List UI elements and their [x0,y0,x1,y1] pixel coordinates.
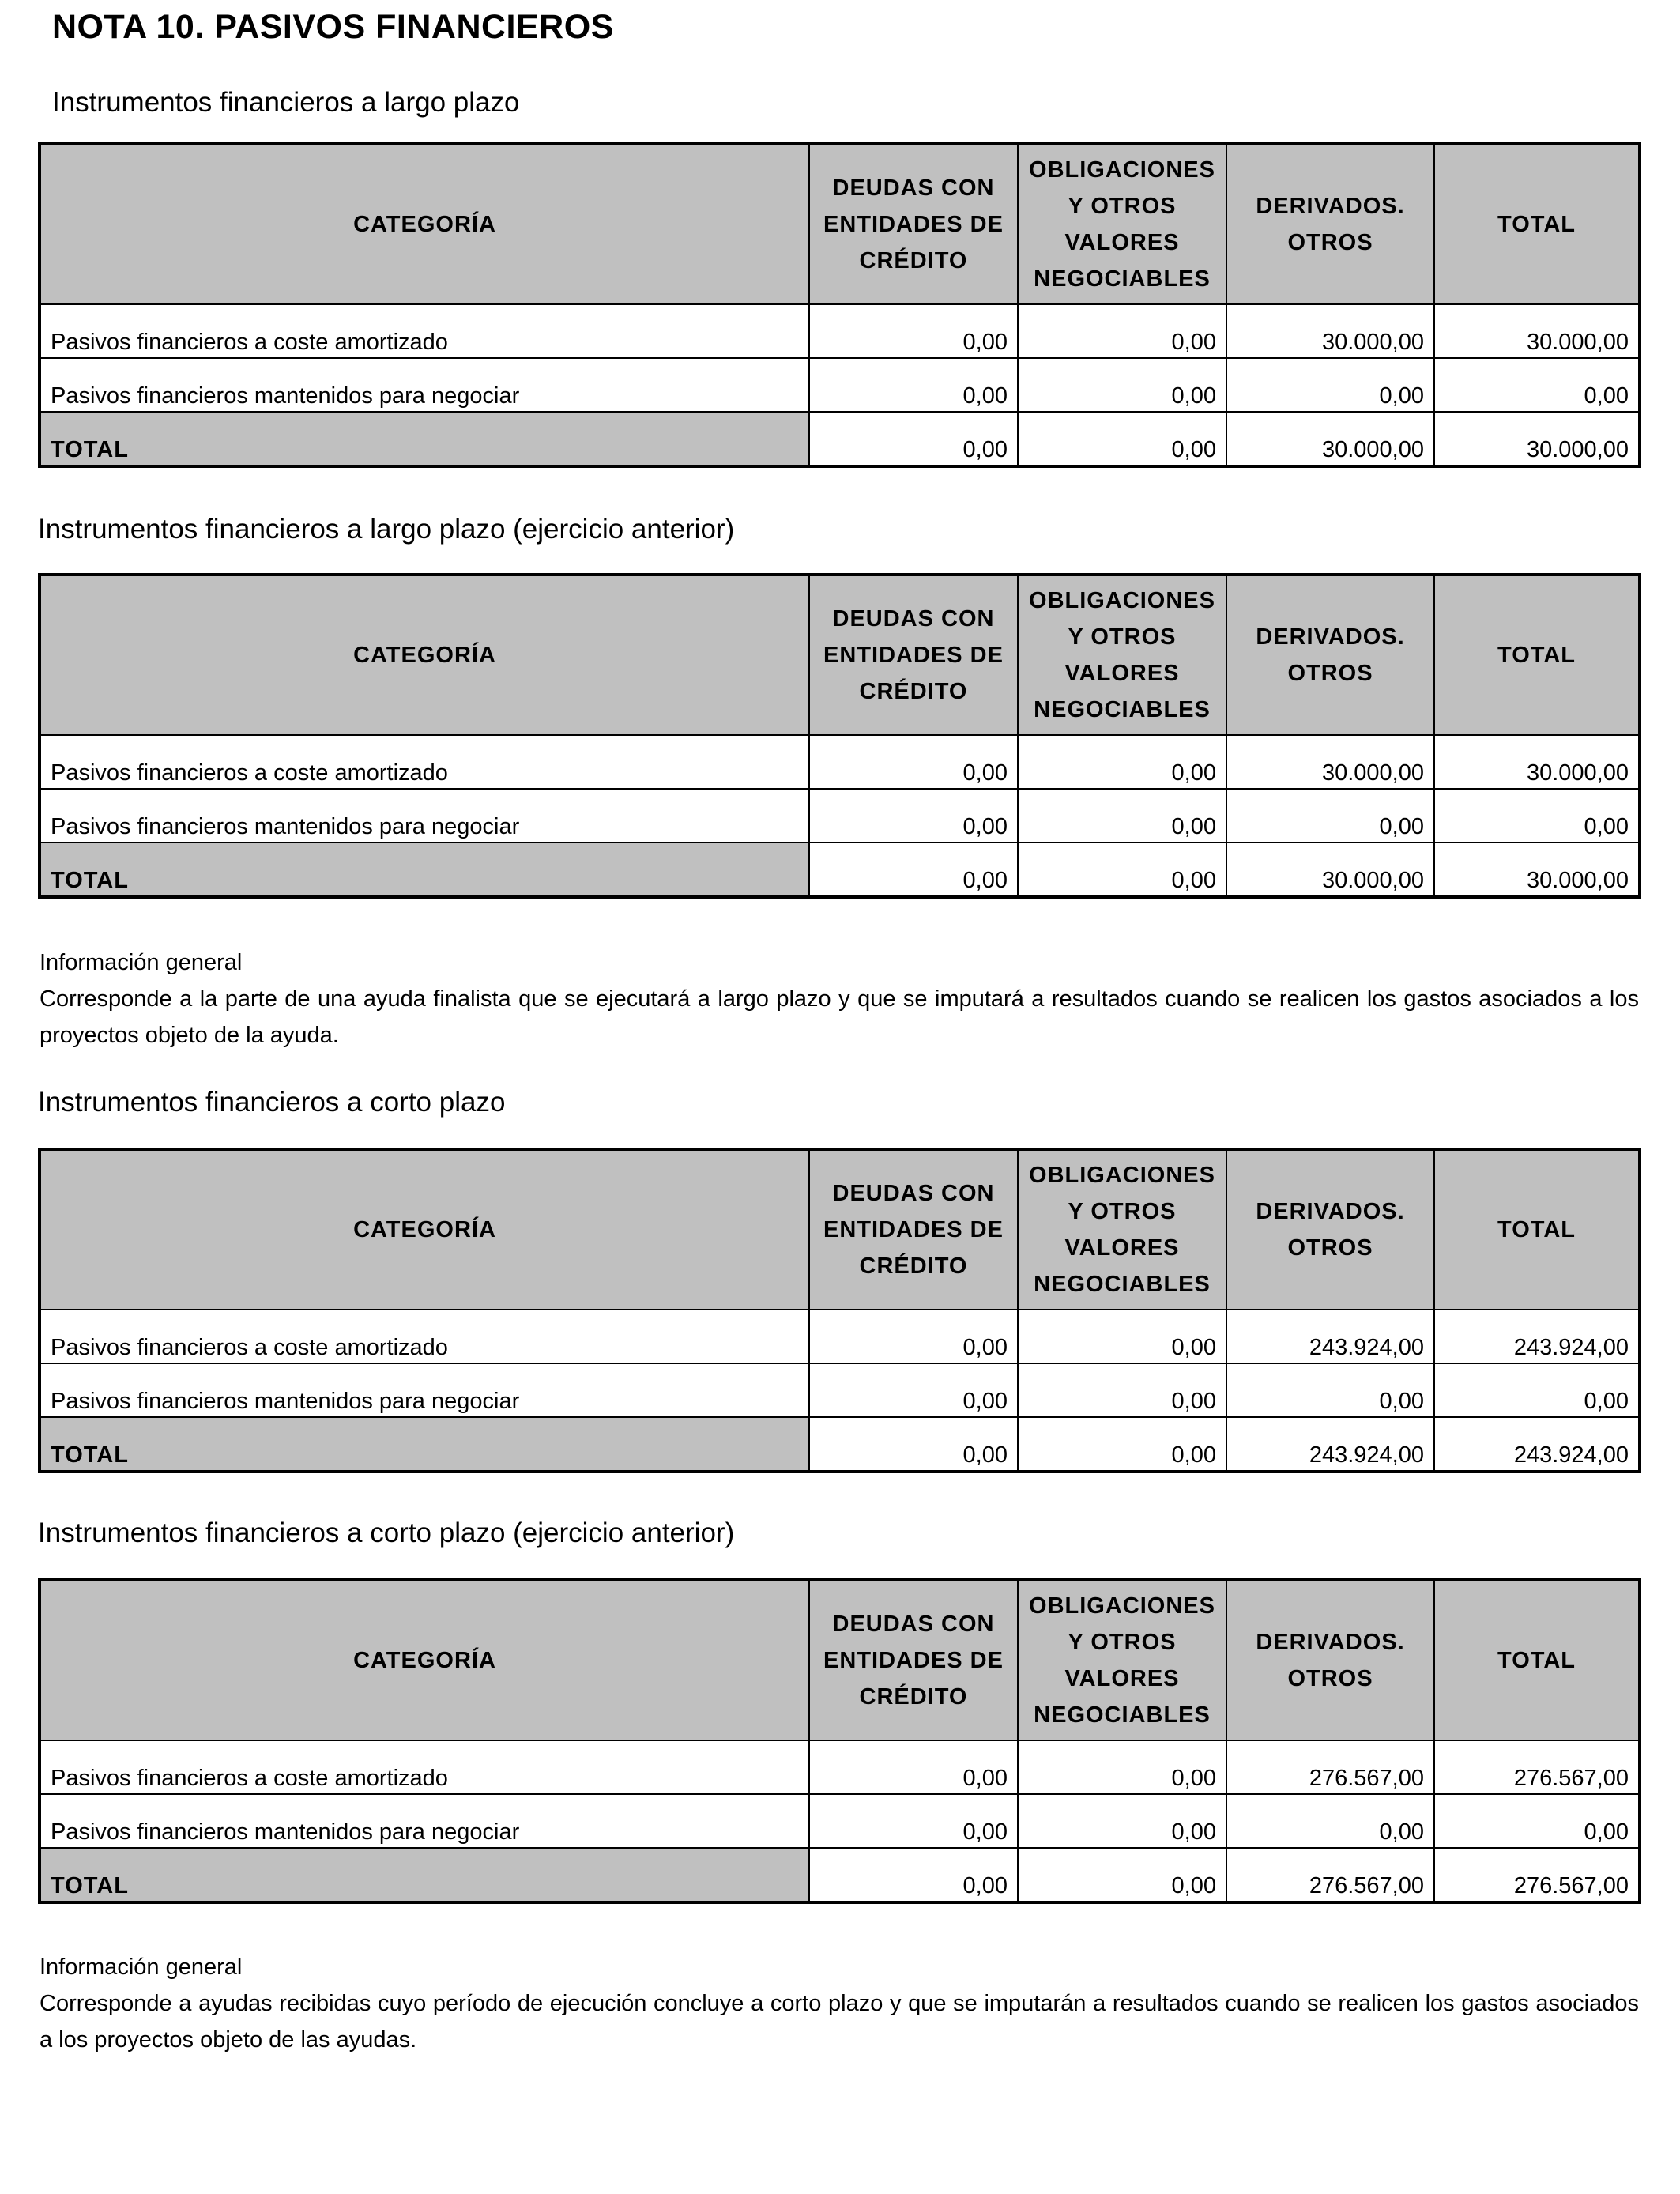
row-label: TOTAL [40,1417,809,1472]
cell-obligaciones: 0,00 [1018,358,1226,412]
cell-deudas: 0,00 [809,1310,1018,1363]
row-label: TOTAL [40,843,809,897]
cell-total: 243.924,00 [1434,1417,1640,1472]
header-obligaciones: OBLIGACIONES Y OTROS VALORES NEGOCIABLES [1018,1580,1226,1740]
table-row [40,358,1640,412]
section-heading: Instrumentos financieros a largo plazo (ejercicio anterior) [38,514,735,545]
section-heading: Instrumentos financieros a corto plazo (ejercicio anterior) [38,1517,735,1548]
total-row [40,843,1640,897]
cell-obligaciones: 0,00 [1018,735,1226,789]
cell-obligaciones: 0,00 [1018,1740,1226,1794]
cell-obligaciones: 0,00 [1018,1417,1226,1472]
cell-derivados: 30.000,00 [1226,735,1434,789]
cell-total: 0,00 [1434,789,1640,843]
header-categoria: CATEGORÍA [40,575,809,735]
row-label: Pasivos financieros mantenidos para negociar [40,789,809,843]
cell-derivados: 276.567,00 [1226,1848,1434,1902]
financial-table [38,142,1641,468]
header-total: TOTAL [1434,144,1640,304]
cell-deudas: 0,00 [809,1848,1018,1902]
row-label: Pasivos financieros mantenidos para negociar [40,1794,809,1848]
cell-total: 0,00 [1434,1363,1640,1417]
cell-obligaciones: 0,00 [1018,843,1226,897]
row-label: Pasivos financieros mantenidos para negociar [40,358,809,412]
info-block [40,944,1639,1054]
cell-obligaciones: 0,00 [1018,1848,1226,1902]
info-heading: Información general [40,950,243,975]
header-deudas: DEUDAS CON ENTIDADES DE CRÉDITO [809,575,1018,735]
header-total: TOTAL [1434,1149,1640,1310]
cell-obligaciones: 0,00 [1018,412,1226,466]
cell-deudas: 0,00 [809,843,1018,897]
row-label: Pasivos financieros a coste amortizado [40,1740,809,1794]
table-row [40,1310,1640,1363]
table-row [40,304,1640,358]
financial-table [38,573,1641,899]
header-derivados: DERIVADOS. OTROS [1226,1149,1434,1310]
cell-total: 30.000,00 [1434,735,1640,789]
cell-deudas: 0,00 [809,304,1018,358]
cell-deudas: 0,00 [809,789,1018,843]
cell-deudas: 0,00 [809,358,1018,412]
row-label: Pasivos financieros a coste amortizado [40,304,809,358]
financial-table [38,1578,1641,1904]
header-derivados: DERIVADOS. OTROS [1226,1580,1434,1740]
header-obligaciones: OBLIGACIONES Y OTROS VALORES NEGOCIABLES [1018,144,1226,304]
row-label: TOTAL [40,412,809,466]
cell-derivados: 30.000,00 [1226,843,1434,897]
header-row [40,144,1640,304]
cell-derivados: 0,00 [1226,1363,1434,1417]
cell-deudas: 0,00 [809,735,1018,789]
info-block [40,1949,1639,2058]
row-label: TOTAL [40,1848,809,1902]
cell-derivados: 243.924,00 [1226,1417,1434,1472]
header-obligaciones: OBLIGACIONES Y OTROS VALORES NEGOCIABLES [1018,1149,1226,1310]
table-row [40,1740,1640,1794]
cell-total: 276.567,00 [1434,1848,1640,1902]
cell-obligaciones: 0,00 [1018,1794,1226,1848]
header-deudas: DEUDAS CON ENTIDADES DE CRÉDITO [809,1149,1018,1310]
cell-derivados: 276.567,00 [1226,1740,1434,1794]
header-categoria: CATEGORÍA [40,144,809,304]
header-derivados: DERIVADOS. OTROS [1226,144,1434,304]
info-text: Corresponde a la parte de una ayuda finalista que se ejecutará a largo plazo y que se imputará a resultados cuando se realicen los gastos asociados a los proyectos objeto de la ayuda. [40,986,1639,1048]
header-total: TOTAL [1434,1580,1640,1740]
cell-deudas: 0,00 [809,1417,1018,1472]
cell-total: 30.000,00 [1434,304,1640,358]
cell-derivados: 243.924,00 [1226,1310,1434,1363]
header-row [40,575,1640,735]
header-total: TOTAL [1434,575,1640,735]
cell-derivados: 30.000,00 [1226,412,1434,466]
row-label: Pasivos financieros a coste amortizado [40,735,809,789]
cell-deudas: 0,00 [809,412,1018,466]
table-row [40,1363,1640,1417]
section-heading: Instrumentos financieros a largo plazo [52,87,520,118]
section-heading: Instrumentos financieros a corto plazo [38,1087,506,1118]
cell-total: 0,00 [1434,358,1640,412]
cell-derivados: 30.000,00 [1226,304,1434,358]
total-row [40,1848,1640,1902]
table-row [40,735,1640,789]
page-title: NOTA 10. PASIVOS FINANCIEROS [52,8,614,46]
cell-obligaciones: 0,00 [1018,1363,1226,1417]
cell-obligaciones: 0,00 [1018,789,1226,843]
cell-deudas: 0,00 [809,1740,1018,1794]
table-row [40,1794,1640,1848]
table-row [40,789,1640,843]
header-row [40,1580,1640,1740]
cell-obligaciones: 0,00 [1018,1310,1226,1363]
header-deudas: DEUDAS CON ENTIDADES DE CRÉDITO [809,144,1018,304]
row-label: Pasivos financieros mantenidos para negociar [40,1363,809,1417]
cell-total: 30.000,00 [1434,412,1640,466]
cell-derivados: 0,00 [1226,1794,1434,1848]
info-text: Corresponde a ayudas recibidas cuyo período de ejecución concluye a corto plazo y que se imputarán a resultados cuando se realicen los gastos asociados a los proyectos objeto de las ayudas. [40,1991,1639,2053]
cell-derivados: 0,00 [1226,358,1434,412]
header-categoria: CATEGORÍA [40,1580,809,1740]
cell-total: 30.000,00 [1434,843,1640,897]
cell-deudas: 0,00 [809,1794,1018,1848]
cell-obligaciones: 0,00 [1018,304,1226,358]
cell-total: 243.924,00 [1434,1310,1640,1363]
total-row [40,1417,1640,1472]
header-categoria: CATEGORÍA [40,1149,809,1310]
cell-deudas: 0,00 [809,1363,1018,1417]
cell-derivados: 0,00 [1226,789,1434,843]
header-derivados: DERIVADOS. OTROS [1226,575,1434,735]
header-obligaciones: OBLIGACIONES Y OTROS VALORES NEGOCIABLES [1018,575,1226,735]
row-label: Pasivos financieros a coste amortizado [40,1310,809,1363]
cell-total: 0,00 [1434,1794,1640,1848]
header-deudas: DEUDAS CON ENTIDADES DE CRÉDITO [809,1580,1018,1740]
header-row [40,1149,1640,1310]
info-heading: Información general [40,1955,243,1980]
total-row [40,412,1640,466]
financial-table [38,1148,1641,1473]
cell-total: 276.567,00 [1434,1740,1640,1794]
